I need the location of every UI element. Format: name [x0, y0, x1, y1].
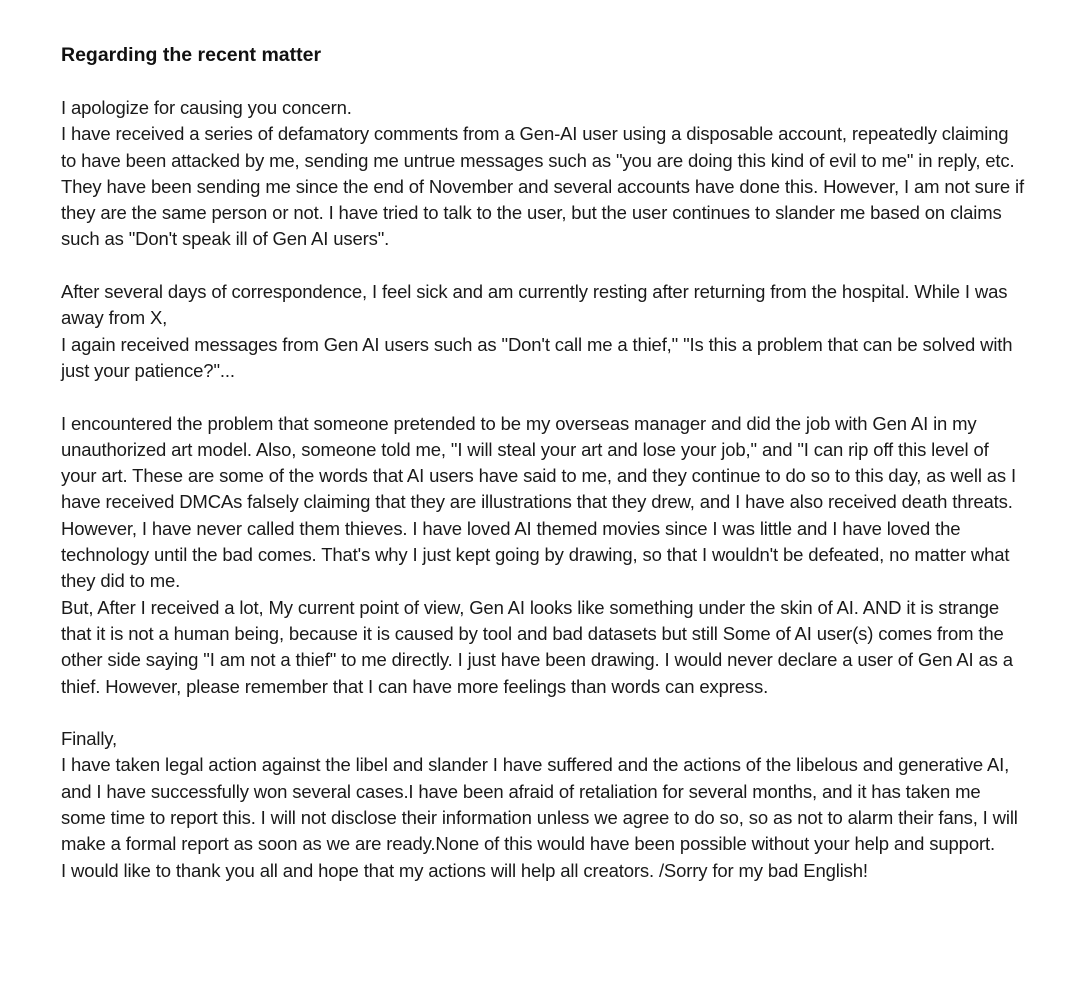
- paragraph-multiple-accounts: They have been sending me since the end of November and several accounts have done this. However, I am not sure if they are the same person or not. I have tried to talk to the user, but the user continues to slander me based on claims such as "Don't speak ill of Gen AI users".: [61, 175, 1024, 250]
- paragraph-impersonation: I encountered the problem that someone pretended to be my overseas manager and did the job with Gen AI in my unauthorized art model. Also, someone told me, "I will steal your art and lose your job," and "I can rip off this level of your art. These are some of the words that AI users have said to me, and they continue to do so to this day, as well as I have received DMCAs falsely claiming that they are illustrations that they drew, and I have also received death threats.: [61, 412, 1016, 513]
- paragraph-never-called-thieves: However, I have never called them thieves. I have loved AI themed movies since I was little and I have loved the technology until the bad comes. That's why I just kept going by drawing, so that I wouldn't be defeated, no matter what they did to me.: [61, 517, 1010, 592]
- paragraph-point-of-view: But, After I received a lot, My current point of view, Gen AI looks like something under the skin of AI. AND it is strange that it is not a human being, because it is caused by tool and bad datasets but still Some of AI user(s) comes from the other side saying "I am not a thief" to me directly. I just have been drawing. I would never declare a user of Gen AI as a thief. However, please remember that I can have more feelings than words can express.: [61, 596, 1013, 697]
- paragraph-gap: [61, 700, 1026, 726]
- paragraph-gap: [61, 384, 1026, 410]
- document-title: Regarding the recent matter: [61, 44, 322, 66]
- paragraph-thief-messages: I again received messages from Gen AI users such as "Don't call me a thief," "Is this a problem that can be solved with just your patience?"...: [61, 333, 1013, 381]
- paragraph-hospital: After several days of correspondence, I feel sick and am currently resting after returning from the hospital. While I was away from X,: [61, 281, 1008, 329]
- paragraph-gap: [61, 253, 1026, 279]
- paragraph-apology: I apologize for causing you concern.: [61, 97, 352, 118]
- statement-document: [61, 41, 1026, 884]
- paragraph-thanks: I would like to thank you all and hope that my actions will help all creators. /Sorry for my bad English!: [61, 859, 868, 881]
- paragraph-legal-action: I have taken legal action against the libel and slander I have suffered and the actions of the libelous and generative AI, and I have successfully won several cases.I have been afraid of retaliation for several months, and it has taken me some time to report this. I will not disclose their information unless we agree to do so, so as not to alarm their fans, I will make a formal report as soon as we are ready.None of this would have been possible without your help and support.: [61, 754, 1018, 855]
- paragraph-defamatory-comments: I have received a series of defamatory comments from a Gen-AI user using a disposable account, repeatedly claiming to have been attacked by me, sending me untrue messages such as "you are doing this kind of evil to me" in reply, etc.: [61, 123, 1015, 171]
- paragraph-finally: Finally,: [61, 728, 118, 750]
